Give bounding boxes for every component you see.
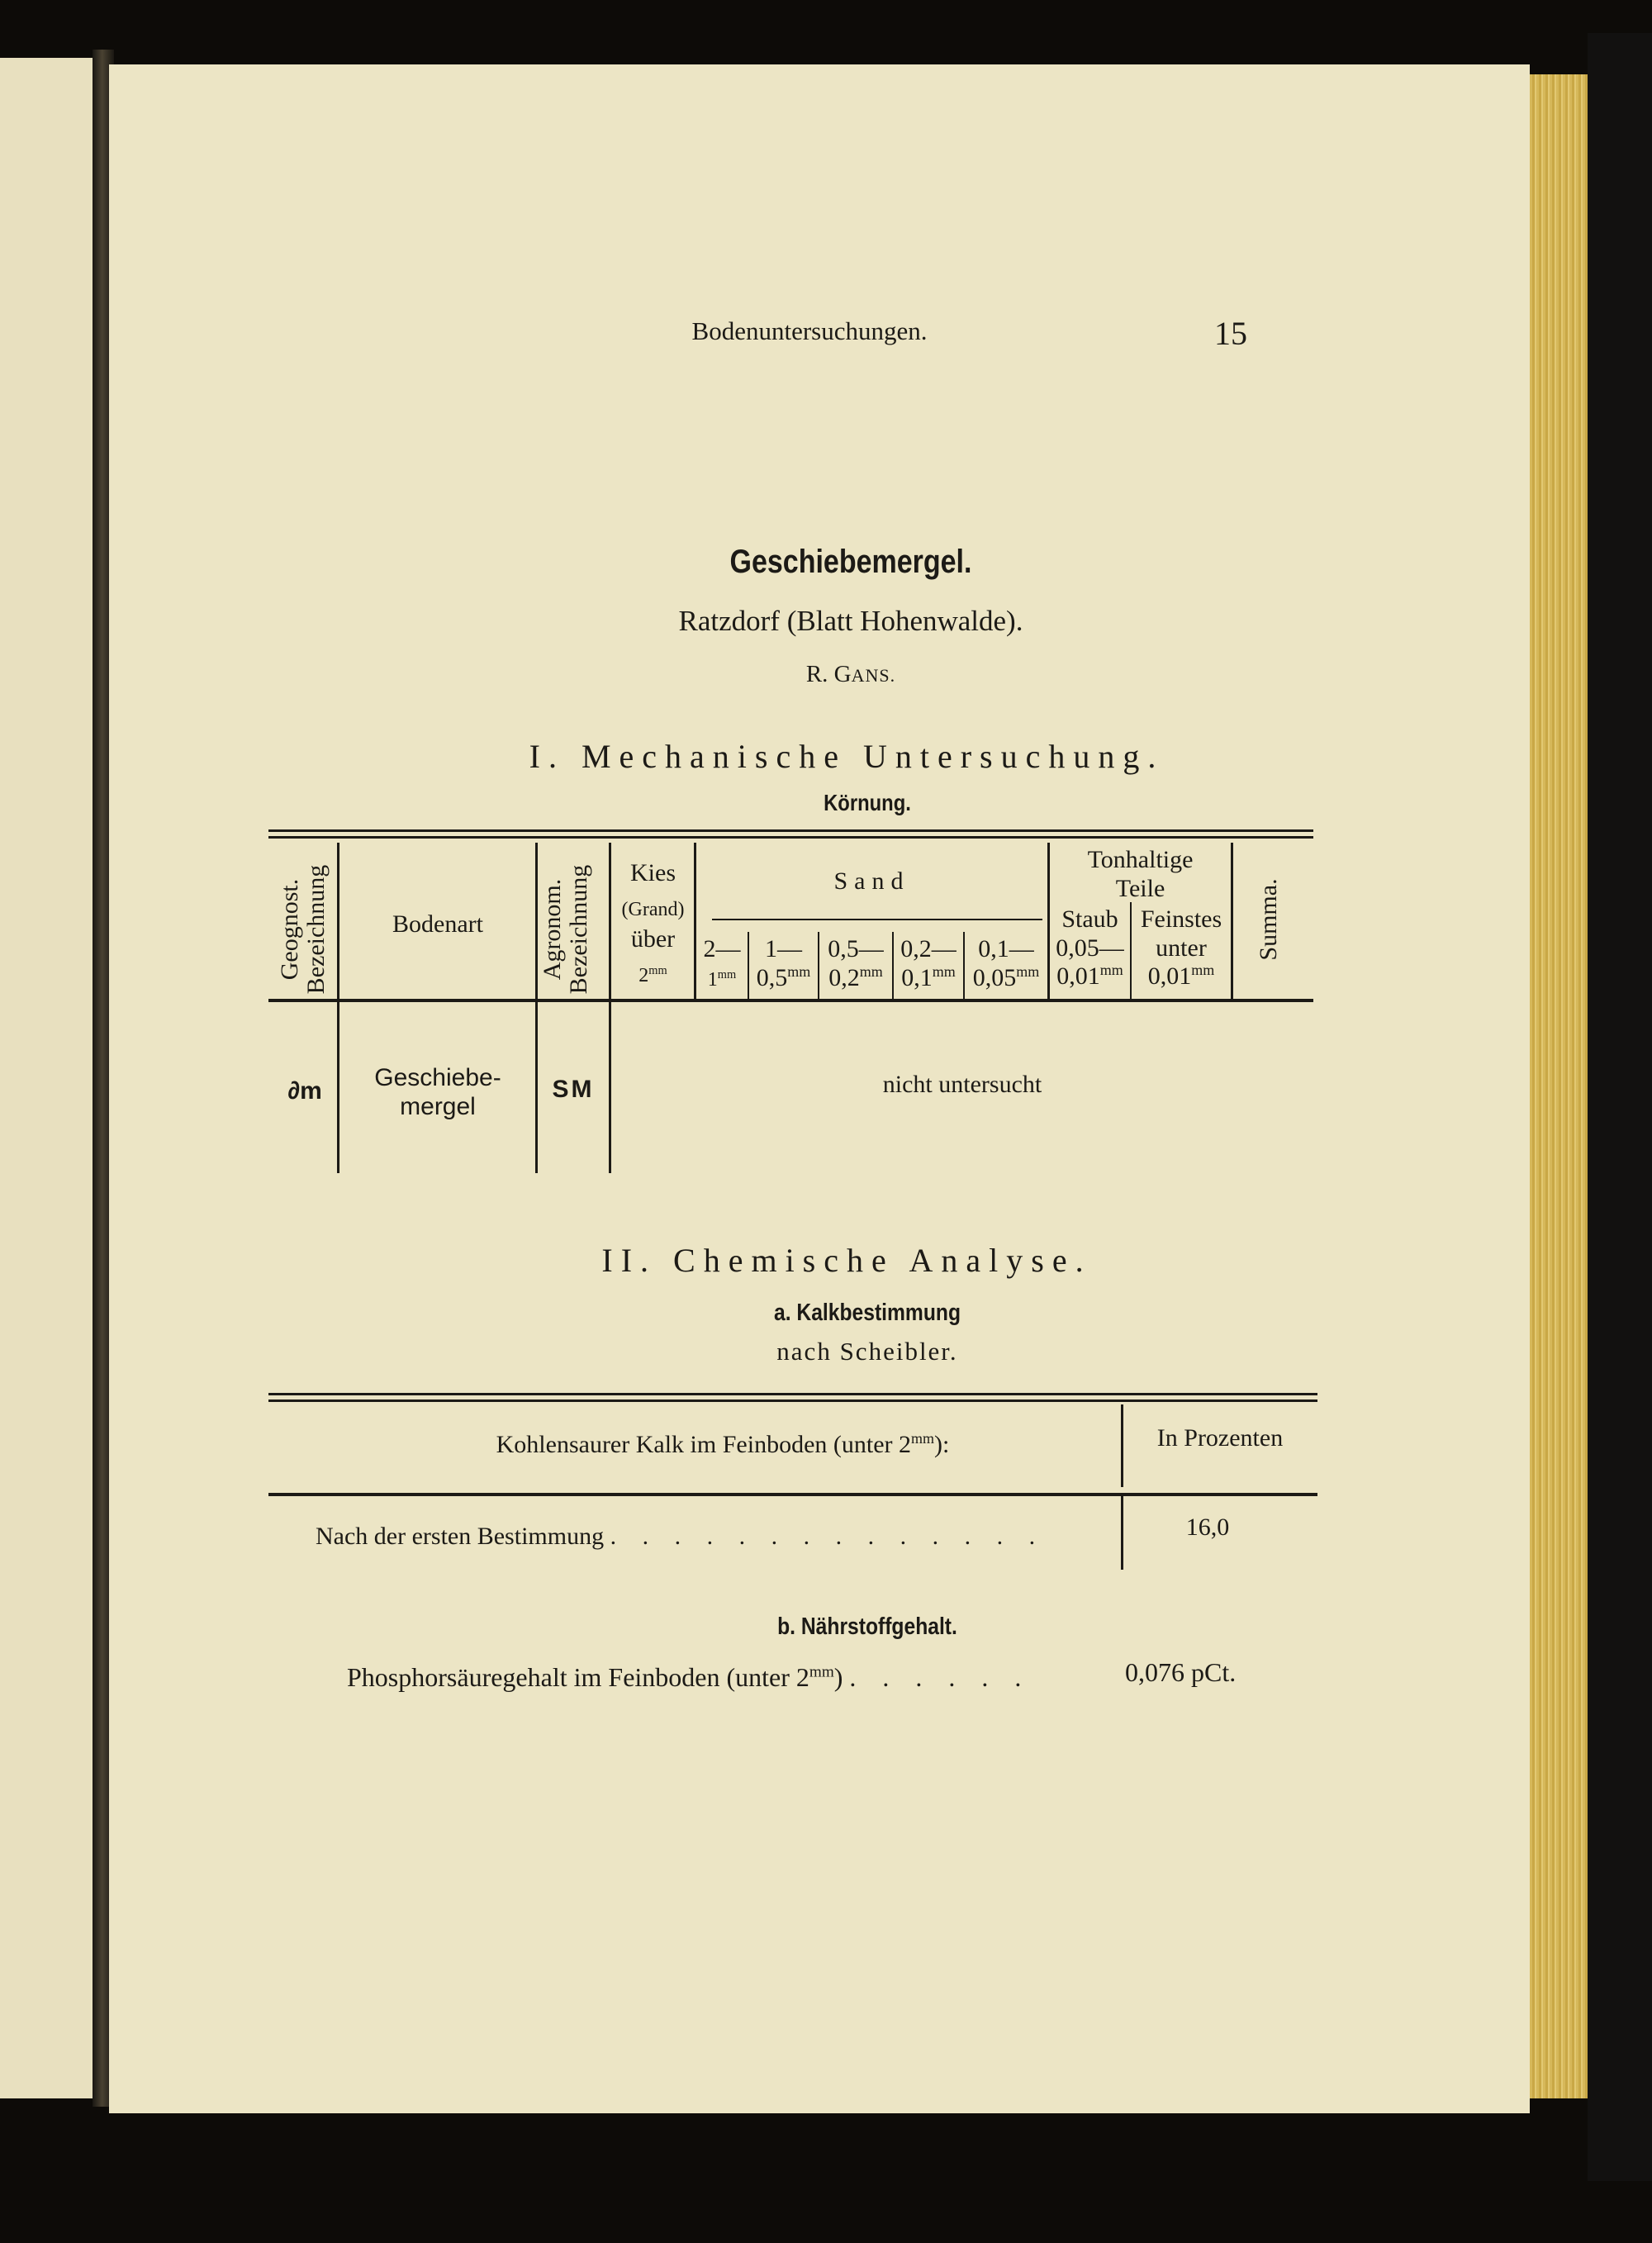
sand-range-2-top: 1—	[765, 935, 802, 962]
header-kies: Kies	[630, 859, 676, 886]
kalk-col-divider-header	[1121, 1404, 1123, 1487]
header-staub	[1050, 905, 1130, 991]
sand-range-3-top: 0,5—	[828, 935, 884, 962]
sand-range-5-unit: mm	[1016, 962, 1040, 980]
sand-range-4-bottom-value: 0,1	[901, 963, 933, 991]
locality: Ratzdorf (Blatt Hohenwalde).	[678, 605, 1023, 637]
sand-range-4-top: 0,2—	[900, 935, 957, 962]
sand-range-5-top: 0,1—	[978, 935, 1034, 962]
author	[496, 661, 1206, 688]
sand-range-2-bottom	[757, 964, 811, 991]
phosphor-label-end: )	[833, 1662, 843, 1692]
rule-top-2	[268, 836, 1313, 839]
sand-range-2-unit: mm	[787, 962, 811, 980]
sand-range-3-bottom	[828, 964, 883, 991]
phosphor-value: 0,076 pCt.	[1125, 1657, 1237, 1687]
header-tonhaltige-line1: Tonhaltige	[1087, 846, 1194, 873]
header-kies-size	[612, 965, 694, 988]
col-divider-3	[609, 843, 611, 1173]
sand-range-1-top: 2—	[703, 935, 741, 962]
phosphor-label-text: Phosphorsäuregehalt im Feinboden (unter 2	[347, 1662, 809, 1692]
sand-range-3-bottom-value: 0,2	[828, 963, 860, 991]
col-divider-6	[1231, 843, 1233, 1000]
header-tonhaltige-line2: Teile	[1115, 874, 1165, 902]
row-bodenart-line2: mergel	[400, 1092, 476, 1120]
kalk-row-value: 16,0	[1185, 1514, 1230, 1541]
row-bodenart	[340, 1064, 535, 1121]
kalk-header-value: In Prozenten	[1156, 1424, 1284, 1452]
kies-size-unit: mm	[648, 964, 667, 977]
kalk-row-label	[316, 1523, 1117, 1551]
header-geognost-line1: Geognost.	[276, 878, 303, 981]
kalk-method: nach Scheibler.	[776, 1337, 958, 1366]
author-surname-rest: ANS.	[851, 665, 896, 686]
header-grand: (Grand)	[621, 899, 685, 920]
header-bodenart: Bodenart	[392, 910, 483, 938]
page-number: 15	[1214, 315, 1247, 352]
kalk-header-label	[330, 1431, 1115, 1460]
page-title: Geschiebemergel.	[729, 544, 972, 580]
header-ueber: über	[630, 925, 676, 953]
kalk-col-divider-body	[1121, 1494, 1123, 1570]
subheading-koernung: Körnung.	[824, 790, 911, 815]
phosphor-label	[347, 1662, 1123, 1693]
header-feinstes-label: Feinstes	[1140, 905, 1222, 933]
page-edges	[1530, 74, 1588, 2098]
section-heading-mechanical: I. Mechanische Untersuchung.	[529, 738, 1165, 775]
sand-range-1-bottom	[708, 969, 736, 991]
kalk-header-label-end: ):	[934, 1431, 950, 1458]
header-feinstes	[1132, 905, 1231, 991]
feinstes-bottom-unit: mm	[1191, 962, 1215, 978]
header-agronom-line2: Bezeichnung	[564, 864, 592, 995]
kalk-row-label-text: Nach der ersten Bestimmung	[316, 1523, 605, 1550]
header-feinstes-bottom	[1148, 962, 1215, 990]
header-geognost	[277, 847, 335, 1012]
rule-top-1	[268, 829, 1313, 832]
header-feinstes-top: unter	[1156, 934, 1207, 962]
row-result: nicht untersucht	[882, 1071, 1042, 1098]
sand-range-1-bottom-value: 1	[707, 968, 718, 991]
sand-range-3	[819, 935, 892, 992]
subheading-kalk: a. Kalkbestimmung	[773, 1300, 961, 1326]
sand-range-5	[965, 935, 1047, 992]
staub-bottom-unit: mm	[1099, 962, 1123, 978]
header-staub-label: Staub	[1061, 905, 1118, 933]
row-agronom: SM	[552, 1076, 595, 1103]
phosphor-label-unit: mm	[809, 1663, 834, 1681]
sand-range-3-unit: mm	[859, 962, 883, 980]
kies-size-value: 2	[638, 965, 649, 986]
header-agronom-line1: Agronom.	[539, 878, 566, 981]
sand-range-2-bottom-value: 0,5	[756, 963, 788, 991]
row-bodenart-line1: Geschiebe-	[374, 1064, 501, 1091]
kalk-row-dots: . . . . . . . . . . . . . .	[610, 1523, 1046, 1550]
kalk-rule-header-bottom	[268, 1493, 1317, 1496]
staub-bottom-value: 0,01	[1056, 962, 1100, 990]
sand-range-1-unit: mm	[717, 967, 737, 981]
kalk-header-label-unit: mm	[911, 1430, 935, 1447]
sand-range-4-bottom	[901, 964, 956, 991]
row-geognost: ∂m	[287, 1077, 322, 1105]
kalk-header-label-text: Kohlensaurer Kalk im Feinboden (unter 2	[496, 1431, 912, 1458]
header-staub-top: 0,05—	[1056, 934, 1124, 962]
sand-range-2	[749, 935, 818, 992]
feinstes-bottom-value: 0,01	[1147, 962, 1192, 990]
sand-range-5-bottom-value: 0,05	[972, 963, 1017, 991]
kalk-rule-top-2	[268, 1399, 1317, 1402]
col-divider-1	[337, 843, 339, 1173]
author-initial: R. G	[805, 661, 852, 687]
book-binding	[1588, 33, 1652, 2181]
running-head: Bodenuntersuchungen.	[691, 316, 928, 345]
header-staub-bottom	[1056, 962, 1123, 990]
phosphor-dots: . . . . . .	[849, 1662, 1032, 1692]
sand-range-4	[894, 935, 963, 992]
kalk-rule-top-1	[268, 1393, 1317, 1395]
rule-header-bottom	[268, 999, 1313, 1002]
sand-subrule	[712, 919, 1042, 920]
header-tonhaltige	[1050, 846, 1231, 903]
header-sand: Sand	[833, 867, 910, 895]
header-agronom	[539, 847, 597, 1012]
section-heading-chemical: II. Chemische Analyse.	[601, 1242, 1092, 1279]
sand-range-1	[696, 935, 748, 992]
header-summa: Summa.	[1255, 878, 1282, 961]
sand-range-4-unit: mm	[932, 962, 956, 980]
col-divider-2	[535, 843, 538, 1173]
sand-range-5-bottom	[973, 964, 1040, 991]
subheading-naehrstoff: b. Nährstoffgehalt.	[777, 1613, 957, 1640]
facing-page-edge	[0, 58, 97, 2098]
header-geognost-line2: Bezeichnung	[301, 864, 330, 995]
